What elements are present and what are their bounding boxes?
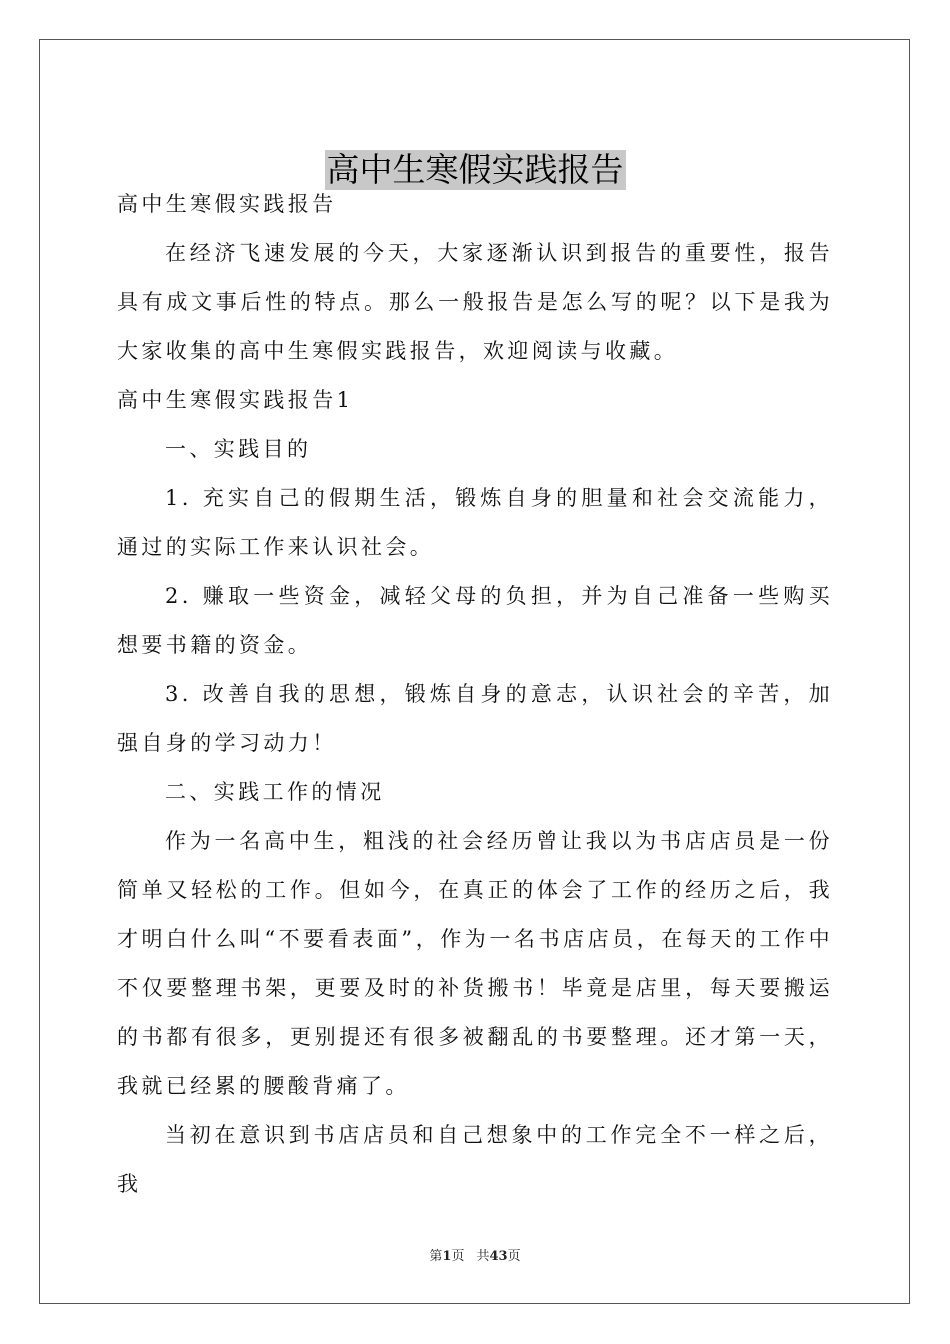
list-item: 3. 改善自我的思想，锻炼自身的意志，认识社会的辛苦，加强自身的学习动力！	[117, 682, 833, 755]
document-title: 高中生寒假实践报告	[326, 150, 624, 190]
paragraph: 当初在意识到书店店员和自己想象中的工作完全不一样之后，我	[117, 1123, 833, 1196]
total-label-prefix: 共	[476, 1249, 490, 1264]
section-heading: 高中生寒假实践报告1	[117, 388, 354, 412]
page-label-prefix: 第	[429, 1249, 443, 1264]
list-item: 2. 赚取一些资金，减轻父母的负担，并为自己准备一些购买想要书籍的资金。	[117, 584, 833, 657]
page-label-suffix: 页	[451, 1249, 465, 1264]
paragraph: 高中生寒假实践报告	[117, 192, 337, 216]
total-pages: 43	[489, 1249, 508, 1264]
subsection-heading: 二、实践工作的情况	[165, 780, 385, 804]
list-item: 1. 充实自己的假期生活，锻炼自身的胆量和社会交流能力，通过的实际工作来认识社会。	[117, 486, 833, 559]
paragraph: 作为一名高中生，粗浅的社会经历曾让我以为书店店员是一份简单又轻松的工作。但如今，在真正的体会了工作的经历之后，我才明白什么叫“不要看表面”，作为一名书店店员，在每天的工作中不仅要整理书架，更要及时的补货搬书！毕竟是店里，每天要搬运的书都有很多，更别提还有很多被翻乱的书要整理。还才第一天，我就已经累的腰酸背痛了。	[117, 829, 833, 1098]
paragraph: 在经济飞速发展的今天，大家逐渐认识到报告的重要性，报告具有成文事后性的特点。那么一般报告是怎么写的呢？以下是我为大家收集的高中生寒假实践报告，欢迎阅读与收藏。	[117, 241, 833, 363]
subsection-heading: 一、实践目的	[165, 437, 312, 461]
page-number: 1	[442, 1249, 452, 1264]
total-label-suffix: 页	[507, 1249, 521, 1264]
document-body	[117, 180, 833, 1209]
page-footer	[0, 1248, 950, 1266]
